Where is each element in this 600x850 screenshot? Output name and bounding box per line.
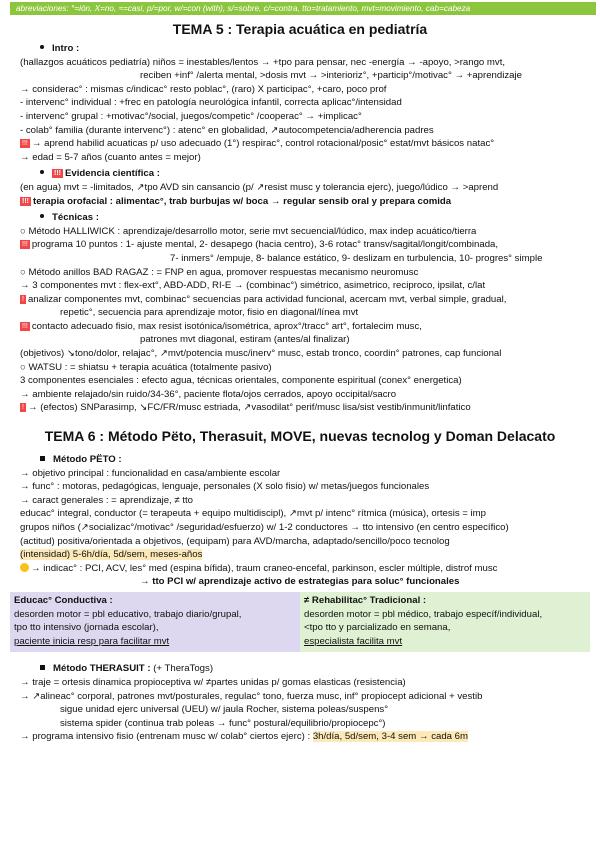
therasuit-line-4: sistema spider (continua trab poleas → func° postural/equilibrio/propiocepc°) <box>60 717 386 729</box>
peto-line-2: → func° : motoras, pedagógicas, lenguaje, personales (X solo fisio) w/ metas/juegos funcionales <box>20 481 430 493</box>
evidencia-line-1: (en agua) mvt = -limitados, ↗tpo AVD sin cansancio (p/ ↗resist musc y tolerancia ejerc), juego/lúdico → >aprend <box>20 181 499 193</box>
box-right-line: desorden motor = pbl médico, trabajo específ/individual, <box>304 608 543 620</box>
flag-icon: ! <box>22 404 24 412</box>
peto-line-3: → caract generales : = aprendizaje, ≠ tto <box>20 494 193 506</box>
therasuit-line-5: → programa intensivo fisio (entrenam musc w/ colab° ciertos ejerc) : 3h/día, 5d/sem, 3-4 sem → cada 6m <box>20 731 469 743</box>
peto-pci: → tto PCI w/ aprendizaje activo de estrategias para soluc° funcionales <box>140 576 460 588</box>
badragaz-line-2: → 3 componentes mvt : flex-ext°, ABD-ADD, RI-E → (combinac°) simétrico, asimetrico, reciproco, ipsilat, c/lat <box>20 280 486 292</box>
peto-intensidad: (intensidad) 5-6h/día, 5d/sem, meses-años <box>20 549 203 561</box>
educacion-conductiva-box <box>10 592 300 652</box>
badragaz-line-3: ! analizar componentes mvt, combinac° secuencias para actividad funcional, acercam mvt, verbal simple, gradual, <box>22 293 507 305</box>
bullet-icon <box>40 170 44 174</box>
intro-line-2: reciben +inf° /alerta mental, >dosis mvt → >interioriz°, +particip°/motivac° → +aprendizaje <box>140 70 522 82</box>
box-right-line: especialista facilita mvt <box>304 635 403 647</box>
badragaz-objetivos: (objetivos) ↘tono/dolor, relajac°, ↗mvt/potencia musc/inerv° musc, estab tronco, coordin° patrones, cap funcional <box>20 348 502 360</box>
box-left-line: paciente inicia resp para facilitar mvt <box>14 635 170 647</box>
watsu-line-2: 3 componentes esenciales : efecto agua, técnicas orientales, componente espiritual (conex° energetica) <box>20 375 462 387</box>
comparison-boxes <box>10 592 590 652</box>
therasuit-line-1: → traje = ortesis dinamica propioceptiva w/ ≠partes unidas p/ gomas elasticas (resistencia) <box>20 676 406 688</box>
watsu-line-4: ! → (efectos) SNParasimp, ↘FC/FR/musc estriada, ↗vasodilat° perif/musc lisa/sist vestib/inmunit/linfatico <box>22 402 471 414</box>
peto-line-1: → objetivo principal : funcionalidad en casa/ambiente escolar <box>20 467 281 479</box>
intro-line-1: (hallazgos acuáticos pediatría) niños = inestables/lentos → +tpo para pensar, nec -energía → -apoyo, >rango mvt, <box>20 56 506 68</box>
circle-bullet-icon: ○ <box>20 266 29 278</box>
peto-heading: Método PËTO : <box>0 453 600 467</box>
badragaz-line-1: ○ Método anillos BAD RAGAZ : = FNP en agua, promover respuestas mecanismo neuromusc <box>20 266 419 278</box>
circle-bullet-icon: ○ <box>20 361 29 373</box>
box-right-line: <tpo tto y parcializado en semana, <box>304 622 451 634</box>
bullet-icon <box>40 45 44 49</box>
flag-icon: ! <box>22 295 24 303</box>
abbreviations-banner: abreviaciones: °=ión, X=no, ≈=casi, p/=por, w/=con (with), s/=sobre, c/=contra, tto=tratamiento, mvt=movimiento, cab=cabeza <box>10 2 596 15</box>
intro-individual: - intervenc° individual : +frec en patología neurológica infantil, correcta aplicac°/intensidad <box>20 97 402 109</box>
evidencia-orofacial: !!! terapia orofacial : alimentac°, trab burbujas w/ boca → regular sensib oral y prepara comida <box>22 195 452 207</box>
watsu-line-3: → ambiente relajado/sin ruido/34-36°, paciente flota/ojos cerrados, apoyo occipital/sacro <box>20 388 397 400</box>
badragaz-line-4: repetic°, secuencia para aprendizaje motor, fisio en diagonal/línea mvt <box>60 307 359 319</box>
square-bullet-icon <box>40 456 45 461</box>
halliwick-line-3: 7- inmers° /empuje, 8- balance estático, 9- deslizam en turbulencia, 10- progres° simple <box>170 252 543 264</box>
box-left-heading: Educac° Conductiva : <box>14 594 113 606</box>
halliwick-line-2: !!! programa 10 puntos : 1- ajuste mental, 2- desapego (hacia centro), 3-6 rotac° transv/sagital/longit/combinada, <box>22 239 499 251</box>
badragaz-line-6: patrones mvt diagonal, estiram (antes/al finalizar) <box>140 334 350 346</box>
evidencia-heading: !!! Evidencia científica : <box>0 167 600 181</box>
intro-line-3: → consideraс° : mismas c/indicac° resto poblac°, (raro) X participac°, +caro, poco prof <box>20 83 387 95</box>
flag-icon: !!! <box>22 140 28 148</box>
peto-line-6: (actitud) positiva/orientada a objetivos, (equipam) para AVD/marcha, adaptado/sencillo/poco tecnolog <box>20 535 450 547</box>
tema5-title: TEMA 5 : Terapia acuática en pediatría <box>172 21 428 37</box>
flag-icon: !!! <box>54 170 61 178</box>
square-bullet-icon <box>40 665 45 670</box>
flag-icon: !!! <box>22 197 29 205</box>
therasuit-line-3: sigue unidad ejerc universal (UEU) w/ jaula Rocher, sistema poleas/suspens° <box>60 704 389 716</box>
smiley-icon <box>20 563 29 572</box>
intro-edad: → edad = 5-7 años (cuanto antes = mejor) <box>20 151 201 163</box>
box-left-line: tpo tto intensivo (jornada escolar), <box>14 622 159 634</box>
flag-icon: !!! <box>22 241 28 249</box>
intro-line-7: !!! → aprend habilid acuaticas p/ uso adecuado (1°) respirac°, control rotacional/posic° estat/mvt básicos natac° <box>22 138 495 150</box>
watsu-line-1: ○ WATSU : = shiatsu + terapia acuática (totalmente pasivo) <box>20 361 272 373</box>
bullet-icon <box>40 214 44 218</box>
halliwick-line-1: ○ Método HALLIWICK : aprendizaje/desarrollo motor, serie mvt secuencial/lúdico, max indep acuático/tierra <box>20 225 477 237</box>
circle-bullet-icon: ○ <box>20 225 29 237</box>
intro-heading: Intro : <box>0 42 600 56</box>
peto-line-5: grupos niños (↗socializac°/motivac° /seguridad/esfuerzo) w/ 1-2 conductores → tto intensivo (en centro específico) <box>20 522 509 533</box>
tecnicas-heading: Técnicas : <box>0 211 600 225</box>
intro-grupal: - intervenc° grupal : +motivac°/social, juegos/competic° /cooperac° → +implicac° <box>20 110 362 122</box>
rehabilitacion-tradicional-box <box>300 592 590 652</box>
peto-indicaciones: → indicac° : PCI, ACV, les° med (espina bífida), traum craneo-encefal, parkinson, escler múltiple, distrof musc <box>0 562 600 576</box>
intro-familia: - colab° familia (durante intervenc°) : atenc° en globalidad, ↗autocompetencia/adherencia padres <box>20 124 434 136</box>
therasuit-heading: Método THERASUIT : (+ TheraTogs) <box>0 662 600 676</box>
tema6-title: TEMA 6 : Método Pëto, Therasuit, MOVE, nuevas tecnolog y Doman Delacato <box>44 428 556 445</box>
flag-icon: !!! <box>22 322 28 330</box>
peto-line-4: educac° integral, conductor (= terapeuta + equipo multidiscipl), ↗mvt p/ intenc° rítmica (música), ortesis = imp <box>20 508 487 520</box>
box-right-heading: ≠ Rehabilitac° Tradicional : <box>304 594 427 606</box>
therasuit-line-2: → ↗alineac° corporal, patrones mvt/posturales, regulac° tono, fuerza musc, inf° propiocept adicional + vestib <box>20 690 483 702</box>
badragaz-line-5: !!! contacto adecuado fisio, max resist isotónica/isométrica, aprox°/tracc° art°, fortalecim musc, <box>22 320 422 332</box>
box-left-line: desorden motor = pbl educativo, trabajo diario/grupal, <box>14 608 242 620</box>
